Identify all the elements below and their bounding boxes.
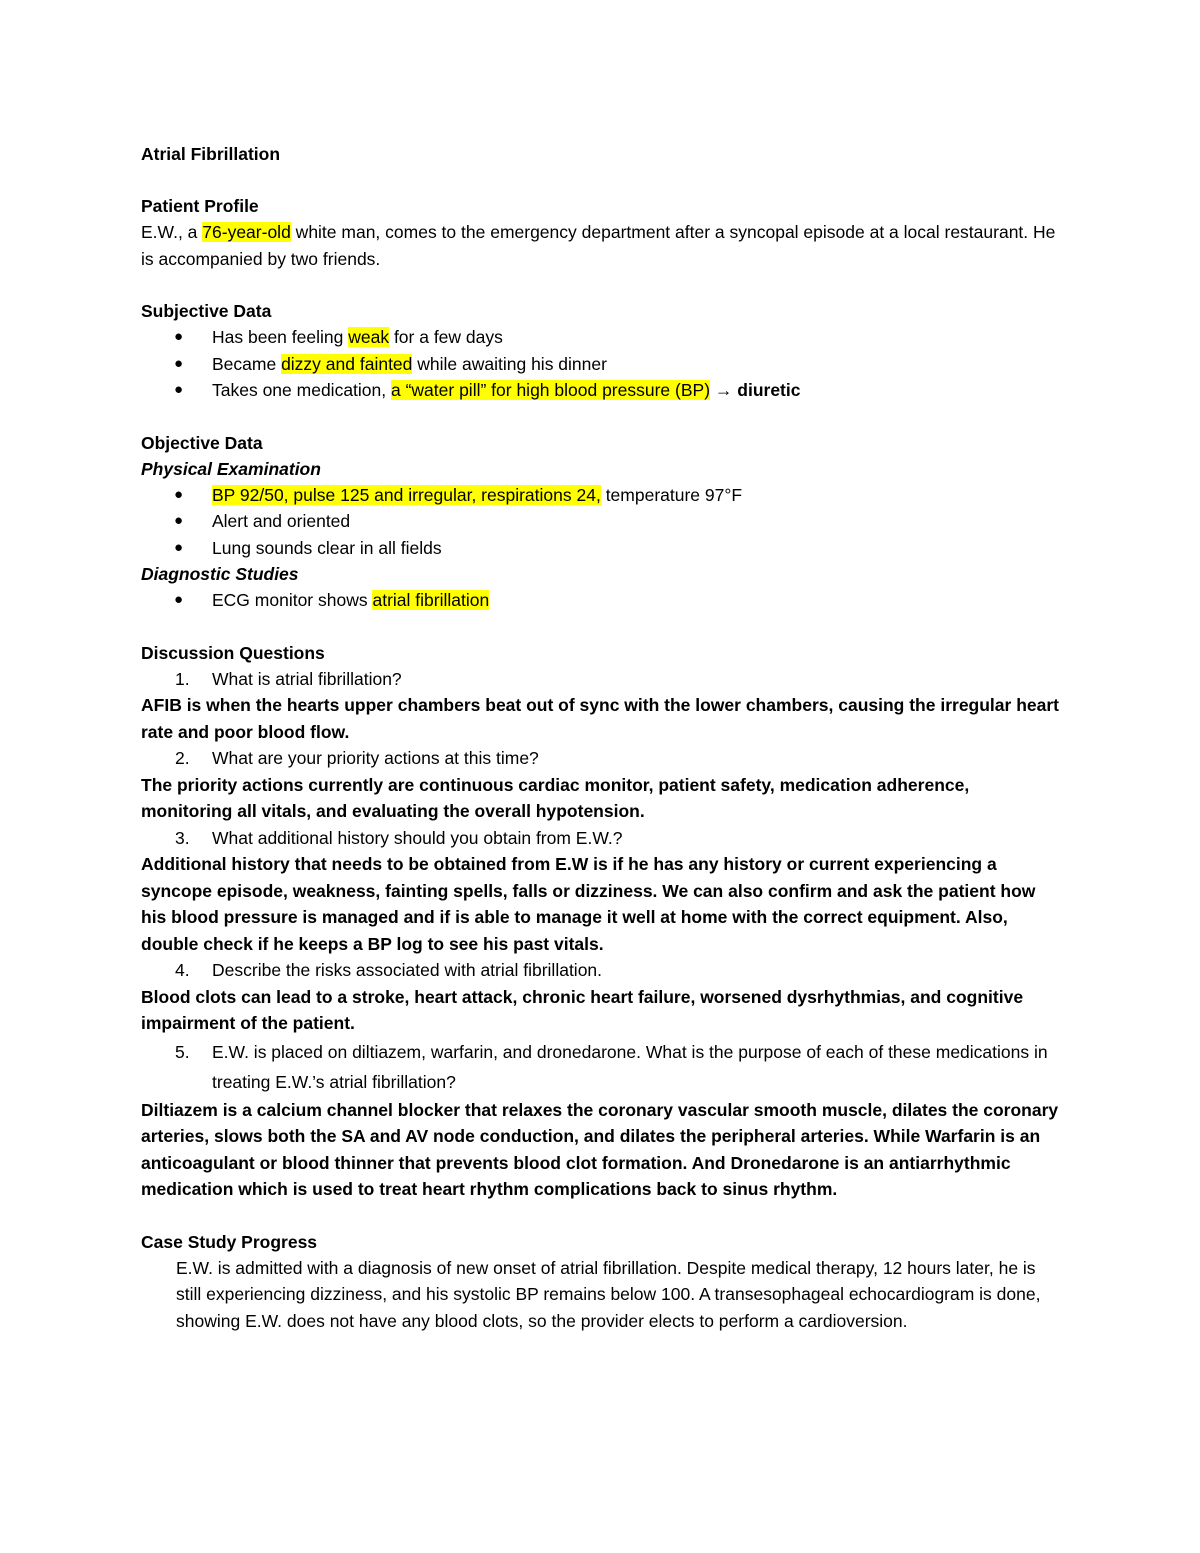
question-5 xyxy=(141,1037,1061,1097)
profile-text-start: E.W., a xyxy=(141,222,203,242)
highlighted-age: 76-year-old xyxy=(202,222,291,242)
question-text: What additional history should you obtain from E.W.? xyxy=(212,827,623,848)
question-text: What are your priority actions at this time? xyxy=(212,748,539,768)
text-segment: Lung sounds clear in all fields xyxy=(212,537,442,558)
bold-term: diuretic xyxy=(737,380,801,400)
patient-profile-heading: Patient Profile xyxy=(141,196,259,216)
highlighted-text: atrial fibrillation xyxy=(372,590,490,610)
objective-data-heading: Objective Data xyxy=(141,432,263,453)
text-segment: Has been feeling xyxy=(212,327,349,347)
bullet-icon: ● xyxy=(174,512,184,529)
bullet-icon: ● xyxy=(174,381,184,398)
profile-text-end: white man, comes to the emergency department after a syncopal episode at a local restaurant. He is accompanied by two friends. xyxy=(141,222,1056,269)
question-1 xyxy=(141,666,1061,693)
text-segment: Became xyxy=(212,353,282,374)
case-study-progress-text: E.W. is admitted with a diagnosis of new onset of atrial fibrillation. Despite medical therapy, 12 hours later, he is still experiencing dizziness, and his systolic BP remains below 100. A transesophageal echocardiogram is done, showing E.W. does not have any blood clots, so the provider elects to perform a cardioversion. xyxy=(176,1257,1041,1331)
answer-3: Additional history that needs to be obtained from E.W is if he has any history or current experiencing a syncope episode, weakness, fainting spells, falls or dizziness. We can also confirm and ask the patient how his blood pressure is managed and if is able to manage it well at home with the correct equipment. Also, double check if he keeps a BP log to see his past vitals. xyxy=(141,854,1036,954)
question-2 xyxy=(141,745,1061,772)
subjective-data-list xyxy=(141,324,1061,404)
question-list xyxy=(141,666,1061,693)
text-segment: while awaiting his dinner xyxy=(412,353,607,374)
discussion-questions-section xyxy=(141,640,1061,1203)
answer-5: Diltiazem is a calcium channel blocker that relaxes the coronary vascular smooth muscle, dilates the coronary arteries, slows both the SA and AV node conduction, and dilates the peripheral arteries. While Warfarin is an anticoagulant or blood thinner that prevents blood clot formation. And Dronedarone is an antiarrhythmic medication which is used to treat heart rhythm complications back to sinus rhythm. xyxy=(141,1099,1059,1199)
highlighted-text: weak xyxy=(348,327,390,347)
question-number: 5. xyxy=(175,1041,190,1062)
question-number: 3. xyxy=(175,827,190,848)
bullet-icon: ● xyxy=(174,354,184,372)
diagnostic-studies-list xyxy=(141,587,1061,614)
answer-2: The priority actions currently are continuous cardiac monitor, patient safety, medication adherence, monitoring all vitals, and evaluating the overall hypotension. xyxy=(141,774,970,821)
question-text: Describe the risks associated with atrial fibrillation. xyxy=(212,960,603,980)
answer-4: Blood clots can lead to a stroke, heart attack, chronic heart failure, worsened dysrhythmias, and cognitive impairment of the patient. xyxy=(141,986,1024,1033)
answer-1: AFIB is when the hearts upper chambers beat out of sync with the lower chambers, causing the irregular heart rate and poor blood flow. xyxy=(141,695,1059,742)
question-text: What is atrial fibrillation? xyxy=(212,668,402,689)
highlighted-text: dizzy and fainted xyxy=(281,353,413,374)
bullet-icon: ● xyxy=(174,485,184,503)
list-item xyxy=(141,587,1061,614)
question-list xyxy=(141,1037,1061,1097)
text-segment: Takes one medication, xyxy=(212,380,391,400)
patient-profile-text xyxy=(141,219,1061,272)
question-list xyxy=(141,745,1061,772)
bullet-icon: ● xyxy=(174,591,184,608)
highlighted-text: a “water pill” for high blood pressure (BP) xyxy=(391,380,711,400)
physical-examination-heading: Physical Examination xyxy=(141,458,321,479)
question-text: E.W. is placed on diltiazem, warfarin, and dronedarone. What is the purpose of each of these medications in treating E.W.’s atrial fibrillation? xyxy=(212,1041,1048,1092)
diagnostic-studies-heading: Diagnostic Studies xyxy=(141,564,299,584)
discussion-questions-heading: Discussion Questions xyxy=(141,642,325,663)
list-item xyxy=(141,377,1061,404)
arrow-right-icon: → xyxy=(710,380,738,400)
text-segment: ECG monitor shows xyxy=(212,590,373,610)
question-list xyxy=(141,957,1061,984)
question-3 xyxy=(141,825,1061,852)
text-segment: temperature 97°F xyxy=(600,484,743,505)
physical-examination-list xyxy=(141,482,1061,562)
question-4 xyxy=(141,957,1061,984)
list-item xyxy=(141,535,1061,562)
question-number: 2. xyxy=(175,748,190,768)
text-segment: for a few days xyxy=(389,327,503,347)
list-item xyxy=(141,482,1061,509)
list-item xyxy=(141,324,1061,351)
highlighted-text: BP 92/50, pulse 125 and irregular, respirations 24, xyxy=(212,484,601,505)
question-number: 1. xyxy=(175,668,190,689)
list-item xyxy=(141,351,1061,378)
list-item xyxy=(141,508,1061,535)
subjective-data-heading: Subjective Data xyxy=(141,301,272,321)
bullet-icon: ● xyxy=(174,328,184,345)
subjective-data-section xyxy=(141,298,1061,404)
objective-data-section xyxy=(141,430,1061,614)
case-study-progress-section xyxy=(141,1229,1061,1335)
patient-profile-section xyxy=(141,193,1061,272)
text-segment: Alert and oriented xyxy=(212,511,351,531)
document-content xyxy=(141,141,1061,1360)
question-number: 4. xyxy=(175,960,190,980)
document-title: Atrial Fibrillation xyxy=(141,144,281,164)
case-study-progress-heading: Case Study Progress xyxy=(141,1231,318,1252)
question-list xyxy=(141,825,1061,852)
bullet-icon: ● xyxy=(174,538,184,556)
